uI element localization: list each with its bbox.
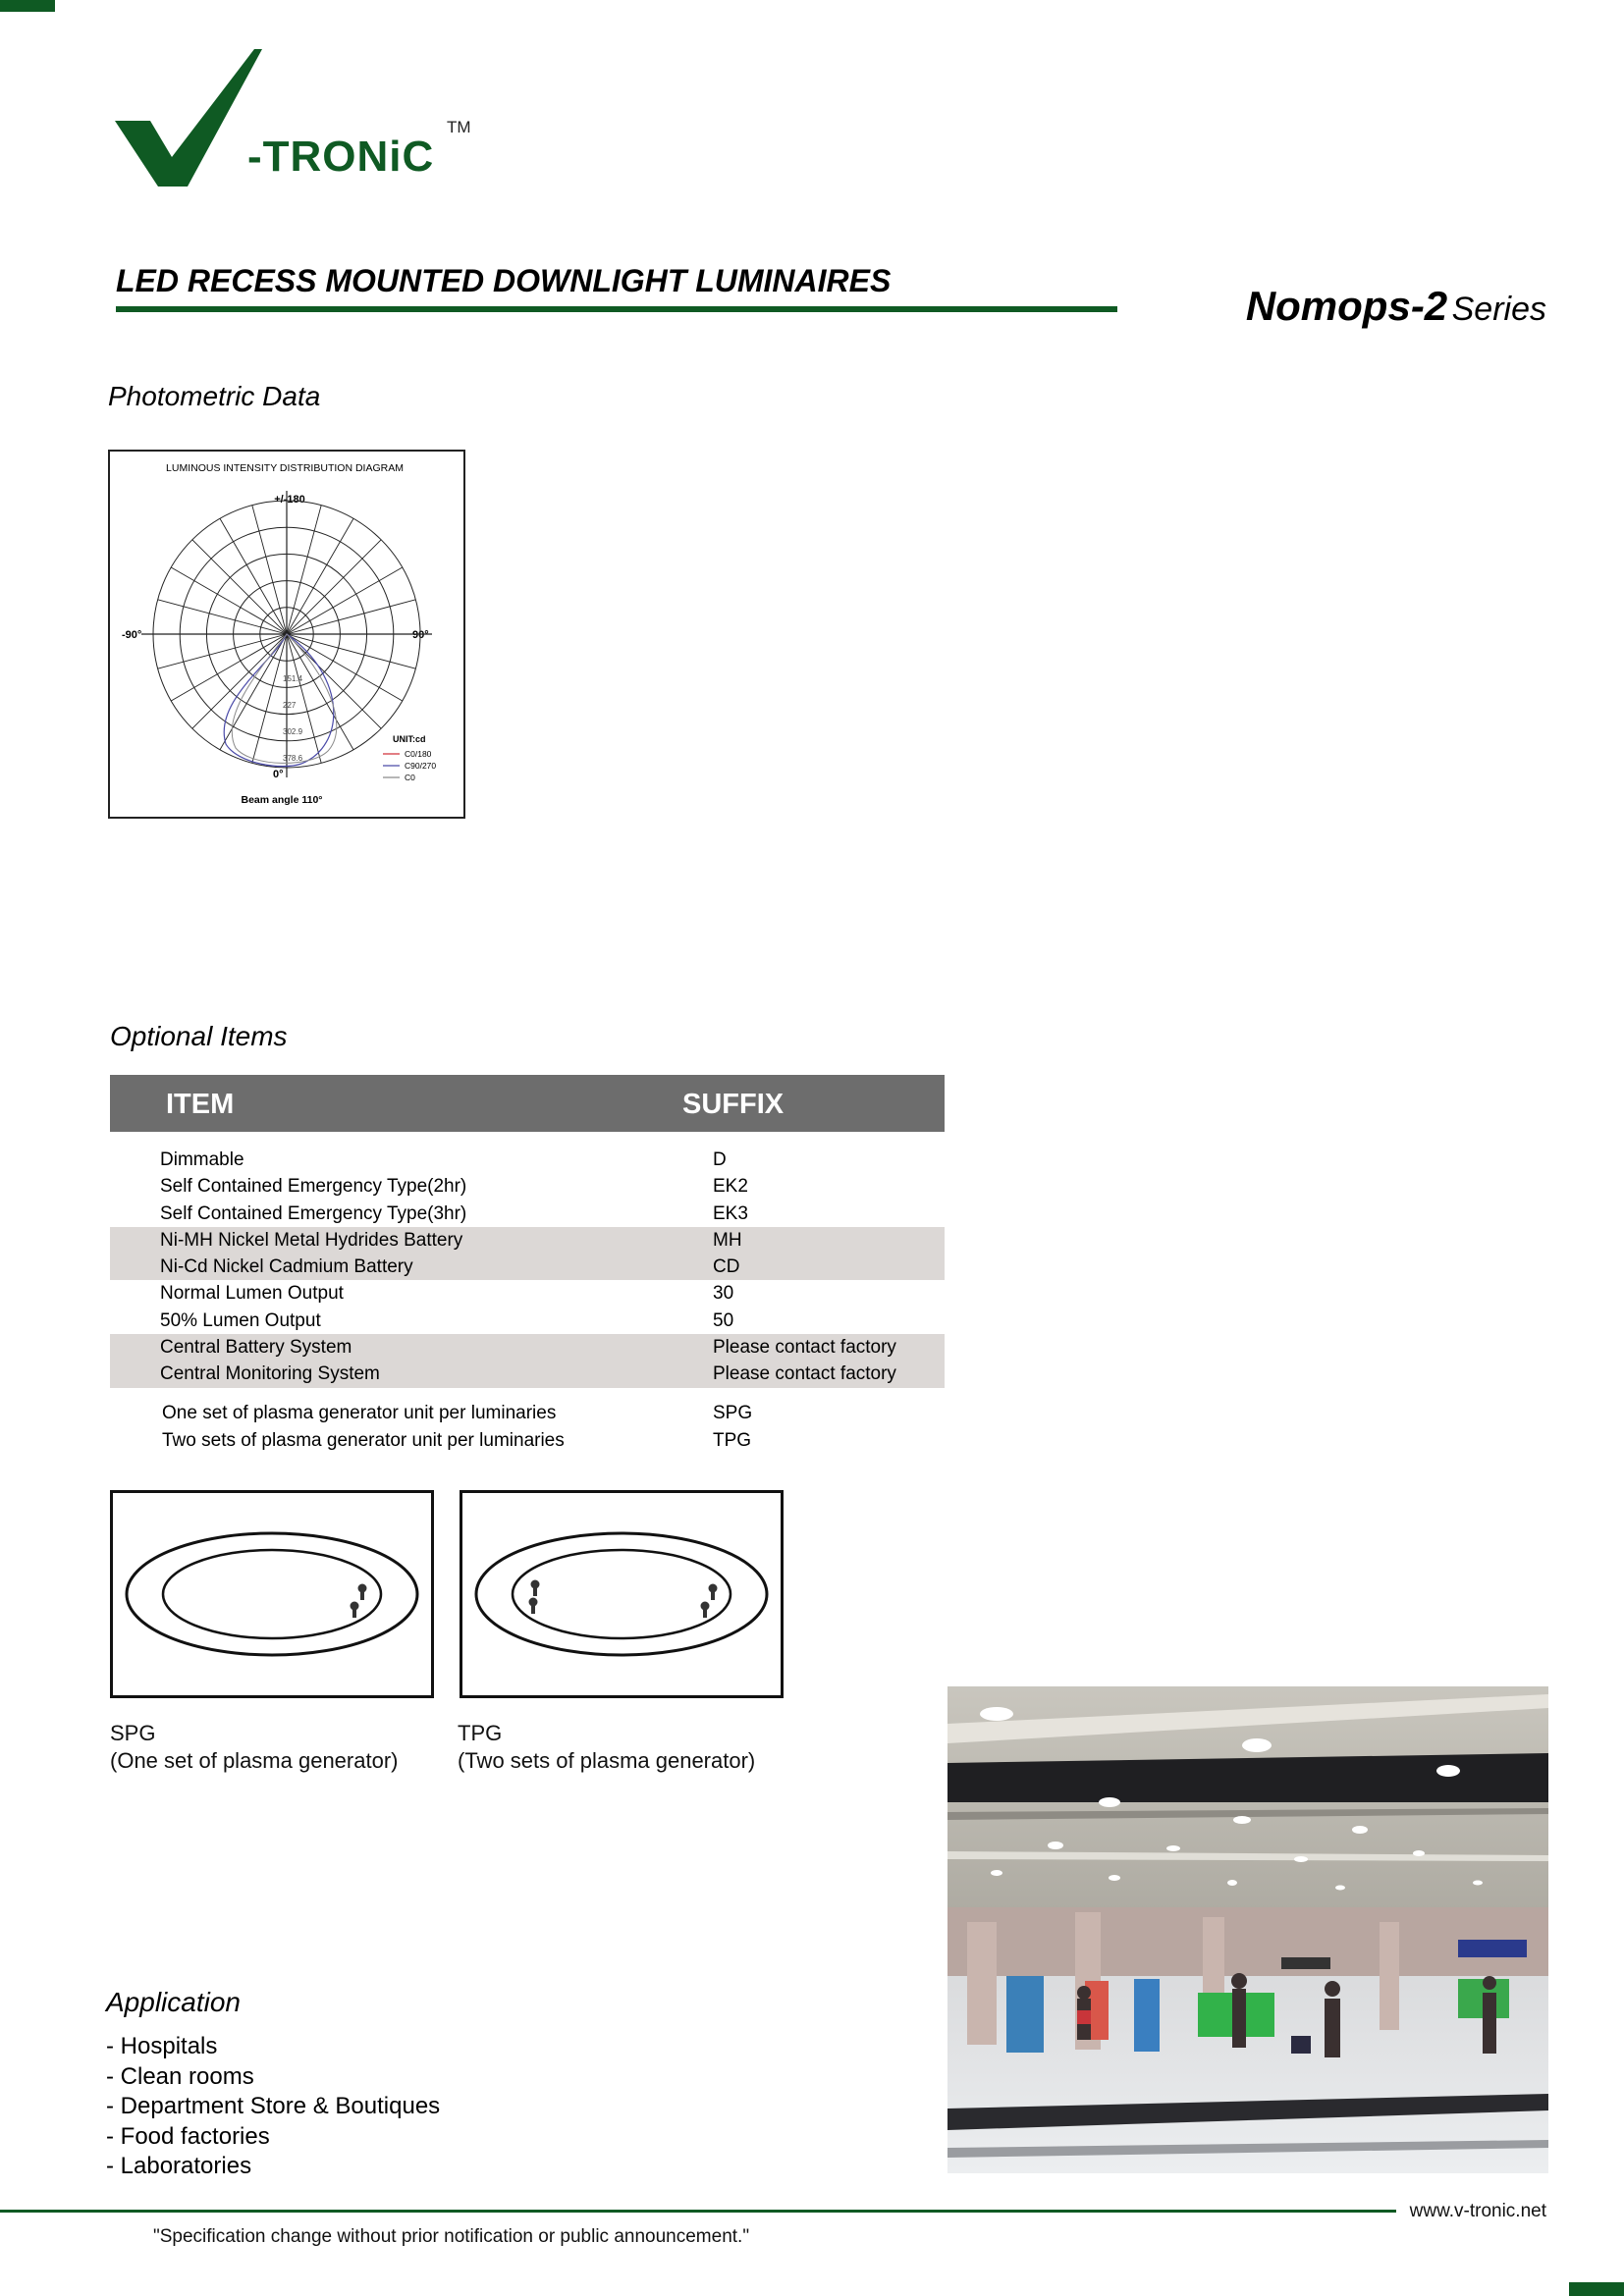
list-item: - Laboratories (106, 2153, 252, 2179)
document-title: LED RECESS MOUNTED DOWNLIGHT LUMINAIRES (116, 263, 892, 298)
table-body (110, 1132, 945, 1388)
tpg-code: TPG (458, 1721, 503, 1745)
spg-caption (110, 1720, 398, 1775)
corner-accent-top (0, 0, 55, 12)
model-name: Nomops-2 (1245, 283, 1448, 329)
unit-label: UNIT:cd (393, 734, 426, 744)
suffix-cell: TPG (713, 1429, 752, 1451)
table-row (110, 1201, 945, 1227)
polar-diagram-panel (108, 450, 465, 819)
tpg-description: (Two sets of plasma generator) (458, 1748, 756, 1773)
series-label (1246, 283, 1546, 330)
radial-value-4: 378.6 (283, 754, 303, 763)
suffix-cell: D (713, 1149, 727, 1170)
label-right: 90° (412, 629, 429, 641)
radial-value-1: 151.4 (283, 674, 303, 683)
table-header (110, 1075, 945, 1132)
plasma-generator-icon (529, 1580, 718, 1619)
list-item: - Food factories (106, 2122, 270, 2150)
tpg-drawing (462, 1493, 781, 1695)
item-cell: Self Contained Emergency Type(2hr) (160, 1176, 467, 1198)
title-underline (116, 306, 1117, 312)
diagram-title: LUMINOUS INTENSITY DISTRIBUTION DIAGRAM (166, 462, 404, 474)
list-item: - Department Store & Boutiques (106, 2093, 441, 2119)
table-row (110, 1147, 945, 1173)
suffix-cell: 50 (713, 1309, 734, 1331)
spg-code: SPG (110, 1721, 156, 1745)
table-row (110, 1334, 945, 1361)
suffix-cell: CD (713, 1256, 740, 1278)
table-row (110, 1173, 945, 1200)
column-header-item: ITEM (166, 1089, 235, 1120)
table-row (110, 1361, 945, 1387)
item-cell: Self Contained Emergency Type(3hr) (160, 1202, 467, 1224)
website-url: www.v-tronic.net (1409, 2201, 1546, 2221)
installation-photo (947, 1686, 1548, 2173)
spg-description: (One set of plasma generator) (110, 1748, 399, 1773)
footer-rule (0, 2210, 1396, 2213)
table-row (110, 1280, 945, 1307)
station-concourse-illustration (947, 1686, 1548, 2173)
trademark-mark: TM (447, 118, 471, 136)
spg-sketch (110, 1490, 434, 1698)
spg-drawing (113, 1493, 431, 1695)
table-row (110, 1308, 945, 1334)
item-cell: 50% Lumen Output (160, 1309, 321, 1331)
suffix-cell: SPG (713, 1402, 753, 1423)
beam-angle: Beam angle 110° (241, 794, 323, 806)
table-row (110, 1227, 945, 1254)
legend-entry-3: C0 (405, 773, 415, 782)
series-word: Series (1451, 291, 1546, 328)
disclaimer-note: "Specification change without prior notification or public announcement." (153, 2226, 750, 2247)
corner-accent-bottom (1569, 2282, 1624, 2296)
brand-name: -TRONiC (247, 133, 435, 181)
polar-diagram (110, 452, 463, 817)
table-row (110, 1427, 945, 1455)
tpg-caption (458, 1720, 755, 1775)
optional-items-table (110, 1075, 945, 1455)
item-cell: Two sets of plasma generator unit per luminaries (162, 1429, 565, 1451)
radial-value-3: 302.9 (283, 727, 303, 736)
suffix-cell: Please contact factory (713, 1337, 896, 1359)
item-cell: Dimmable (160, 1149, 244, 1170)
table-row (110, 1254, 945, 1280)
label-left: -90° (122, 629, 142, 641)
application-heading: Application (106, 1987, 241, 2017)
legend-entry-2: C90/270 (405, 761, 437, 771)
item-cell: Central Monitoring System (160, 1363, 380, 1385)
list-item: - Clean rooms (106, 2062, 254, 2090)
legend-entry-1: C0/180 (405, 749, 432, 759)
optional-items-heading: Optional Items (110, 1021, 288, 1051)
tpg-sketch (460, 1490, 784, 1698)
item-cell: Ni-Cd Nickel Cadmium Battery (160, 1256, 413, 1278)
photometric-heading: Photometric Data (108, 381, 321, 411)
suffix-cell: MH (713, 1229, 742, 1251)
list-item: - Hospitals (106, 2033, 218, 2059)
suffix-cell: EK3 (713, 1202, 748, 1224)
item-cell: Central Battery System (160, 1337, 352, 1359)
plasma-generator-icon (351, 1584, 367, 1619)
item-cell: One set of plasma generator unit per luminaries (162, 1402, 557, 1423)
suffix-cell: EK2 (713, 1176, 748, 1198)
item-cell: Normal Lumen Output (160, 1283, 344, 1305)
item-cell: Ni-MH Nickel Metal Hydrides Battery (160, 1229, 463, 1251)
plasma-options (110, 1400, 945, 1455)
column-header-suffix: SUFFIX (682, 1089, 785, 1120)
radial-value-2: 227 (283, 701, 297, 710)
suffix-cell: Please contact factory (713, 1363, 896, 1385)
suffix-cell: 30 (713, 1283, 734, 1305)
label-top: +/-180 (274, 494, 305, 506)
label-bottom: 0° (273, 769, 284, 780)
table-row (110, 1400, 945, 1427)
application-list (106, 2032, 440, 2182)
